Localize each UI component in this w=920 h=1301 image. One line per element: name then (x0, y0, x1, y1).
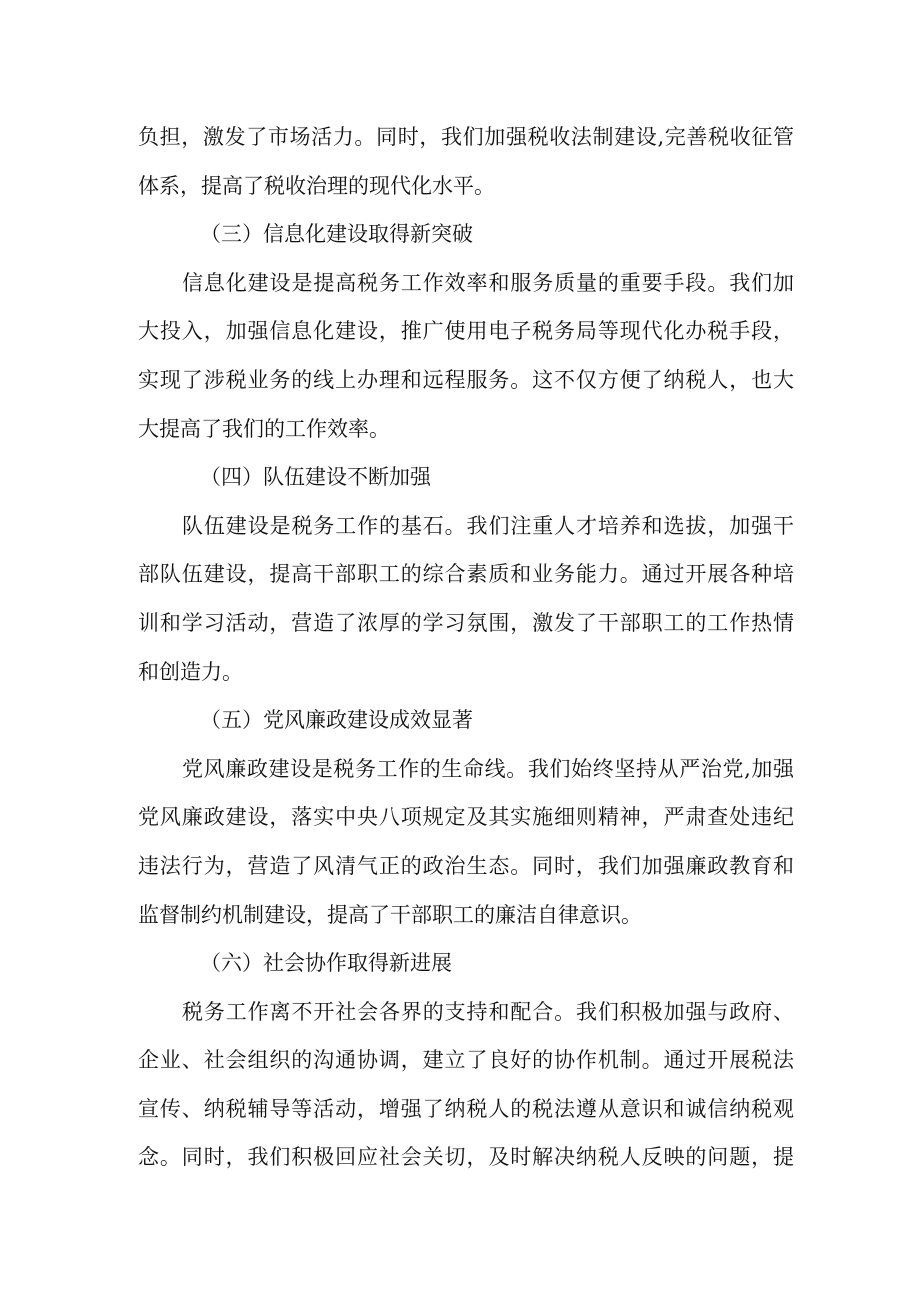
paragraph-last-line: 大提高了我们的工作效率。 (138, 416, 390, 441)
paragraph-first-line: 信息化建设是提高税务工作效率和服务质量的重要手段。我们加 (182, 270, 794, 295)
body-text-line: 党风廉政建设，落实中央八项规定及其实施细则精神，严肃查处违纪 (138, 805, 794, 830)
document-page (138, 113, 794, 1182)
body-text-line: 大投入，加强信息化建设，推广使用电子税务局等现代化办税手段， (138, 319, 794, 344)
section-heading: （四）队伍建设不断加强 (200, 465, 431, 490)
body-text-line: 训和学习活动，营造了浓厚的学习氛围，激发了干部职工的工作热情 (138, 610, 794, 635)
paragraph-last-line: 和创造力。 (138, 659, 243, 684)
body-text-line: 念。同时，我们积极回应社会关切，及时解决纳税人反映的问题，提 (138, 1145, 794, 1170)
paragraph-first-line: 队伍建设是税务工作的基石。我们注重人才培养和选拔，加强干 (182, 513, 794, 538)
body-text-line: 违法行为，营造了风清气正的政治生态。同时，我们加强廉政教育和 (138, 853, 794, 878)
body-text-line: 实现了涉税业务的线上办理和远程服务。这不仅方便了纳税人，也大 (138, 367, 794, 392)
paragraph-first-line: 税务工作离不开社会各界的支持和配合。我们积极加强与政府、 (182, 999, 794, 1024)
body-text-line: 企业、社会组织的沟通协调，建立了良好的协作机制。通过开展税法 (138, 1048, 794, 1073)
section-heading: （三）信息化建设取得新突破 (200, 222, 473, 247)
paragraph-first-line: 党风廉政建设是税务工作的生命线。我们始终坚持从严治党,加强 (182, 756, 794, 781)
paragraph-last-line: 监督制约机制建设，提高了干部职工的廉洁自律意识。 (138, 902, 642, 927)
section-heading: （五）党风廉政建设成效显著 (200, 708, 473, 733)
section-heading: （六）社会协作取得新进展 (200, 951, 452, 976)
body-text-line: 部队伍建设，提高干部职工的综合素质和业务能力。通过开展各种培 (138, 562, 794, 587)
paragraph-last-line: 体系，提高了税收治理的现代化水平。 (138, 173, 495, 198)
body-text-line: 负担，激发了市场活力。同时，我们加强税收法制建设,完善税收征管 (138, 125, 794, 149)
body-text-line: 宣传、纳税辅导等活动，增强了纳税人的税法遵从意识和诚信纳税观 (138, 1096, 794, 1121)
